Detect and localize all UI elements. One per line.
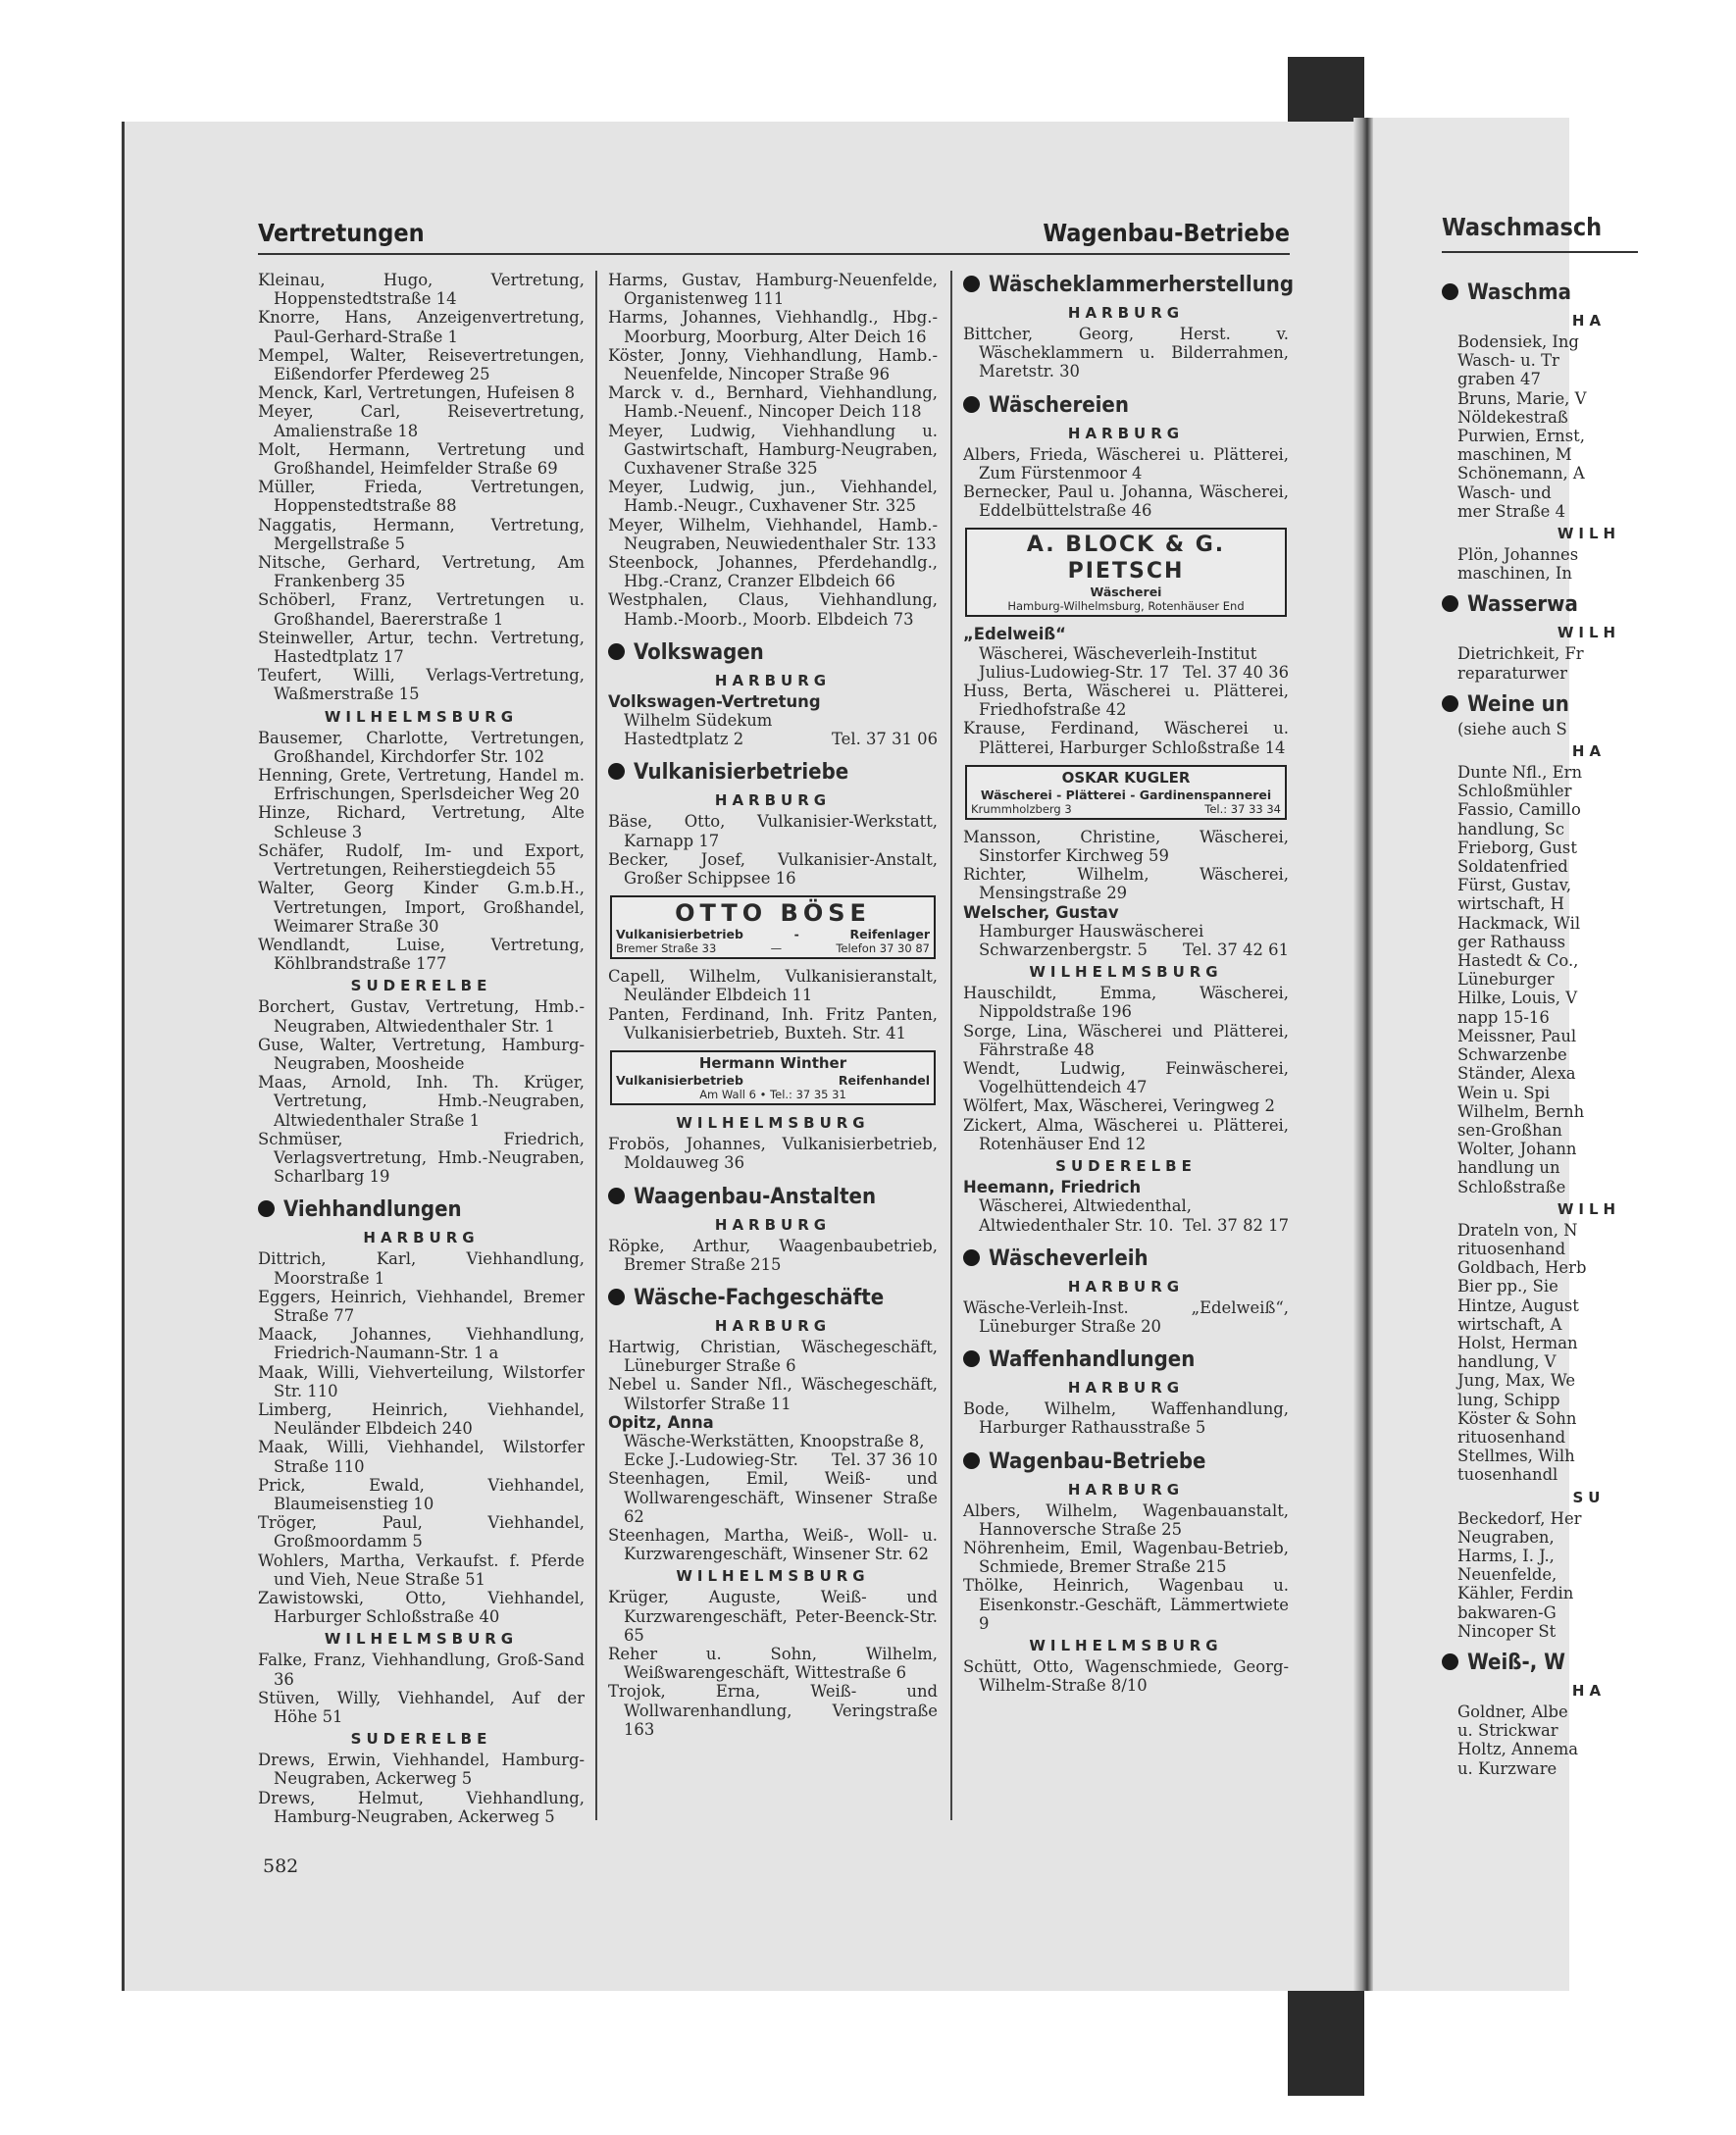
- ad-business-line: [616, 927, 930, 941]
- advertisement-box: [965, 765, 1287, 820]
- entry-line: Meissner, Paul: [1457, 1026, 1577, 1045]
- directory-entry: Köster, Jonny, Viehhandlung, Hamb.-Neuenfelde, Nincoper Straße 96: [608, 345, 938, 384]
- page-header: [258, 206, 1290, 255]
- bullet-dot-icon: [1442, 283, 1458, 300]
- advertisement-box: [610, 895, 936, 959]
- entry-line: Wilhelm, Bernh: [1457, 1101, 1585, 1121]
- entry-line: Hilke, Louis, V: [1457, 989, 1578, 1008]
- next-page-header: Waschmasch: [1442, 213, 1603, 241]
- directory-entry: Mansson, Christine, Wäscherei, Sinstorfer Kirchweg 59: [963, 827, 1289, 866]
- category-title: Waagenbau-Anstalten: [634, 1184, 877, 1209]
- bullet-dot-icon: [963, 1249, 980, 1266]
- district-heading: HA: [1571, 312, 1607, 330]
- category-title: Weiß-, W: [1467, 1650, 1565, 1675]
- directory-entry: Schmüser, Friedrich, Verlagsvertretung, Hmb.-Neugraben, Scharlbarg 19: [258, 1129, 585, 1187]
- ad-company-name: OSKAR KUGLER: [1061, 768, 1191, 787]
- entry-line: Nöldekestraß: [1457, 407, 1568, 427]
- ad-line-part: Wäscherei - Plätterei - Gardinenspannerei: [980, 787, 1272, 802]
- district-heading: HARBURG: [363, 1229, 480, 1247]
- ad-foot-part: Hamburg-Wilhelmsburg, Rotenhäuser End: [1007, 599, 1245, 614]
- directory-entry: Walter, Georg Kinder G.m.b.H., Vertretungen, Import, Großhandel, Weimarer Straße 30: [258, 879, 585, 936]
- page-number: 582: [263, 1855, 299, 1877]
- ad-address-line: [971, 599, 1281, 613]
- district-heading: HARBURG: [714, 1316, 832, 1335]
- entry-line: Holtz, Annema: [1457, 1740, 1579, 1759]
- ad-foot-part: Krummholzberg 3: [971, 801, 1072, 816]
- directory-entry: Harms, Johannes, Viehhandlg., Hbg.-Moorburg, Moorburg, Alter Deich 16: [608, 308, 938, 346]
- category-heading: [608, 638, 938, 668]
- directory-entry: Richter, Wilhelm, Wäscherei, Mensingstraße 29: [963, 865, 1289, 903]
- directory-entry: Capell, Wilhelm, Vulkanisieranstalt, Neuländer Elbdeich 11: [608, 967, 938, 1005]
- directory-entry: Schöberl, Franz, Vertretungen u. Großhandel, Baererstraße 1: [258, 590, 585, 629]
- directory-entry: Teufert, Willi, Verlags-Vertretung, Waßmerstraße 15: [258, 666, 585, 704]
- bullet-dot-icon: [608, 1188, 625, 1204]
- entry-line: Goldner, Albe: [1457, 1702, 1568, 1721]
- directory-entry: Steenhagen, Martha, Weiß-, Woll- u. Kurzwarengeschäft, Winsener Str. 62: [608, 1525, 938, 1564]
- ad-address-line: [616, 1088, 930, 1101]
- district-heading: HARBURG: [714, 671, 832, 689]
- next-page: [1373, 118, 1621, 1991]
- ad-foot-part: Tel.: 37 33 34: [1204, 801, 1281, 816]
- directory-entry: Molt, Hermann, Vertretung und Großhandel, Heimfelder Straße 69: [258, 439, 585, 479]
- directory-entry: Stüven, Willy, Viehhandel, Auf der Höhe 51: [258, 1688, 585, 1727]
- entry-line: ger Rathauss: [1457, 932, 1566, 951]
- ad-business-line: [971, 585, 1281, 599]
- directory-entry: Bäse, Otto, Vulkanisier-Werkstatt, Karnapp 17: [608, 812, 938, 850]
- category-title: Waschma: [1467, 280, 1571, 305]
- category-heading: [963, 391, 1289, 421]
- directory-entry: Sorge, Lina, Wäscherei und Plätterei, Fährstraße 48: [963, 1021, 1289, 1059]
- bullet-dot-icon: [608, 1289, 625, 1305]
- ad-company-name: A. BLOCK & G. PIETSCH: [1026, 533, 1226, 585]
- entry-line: Fassio, Camillo: [1457, 800, 1581, 820]
- column-2: [608, 271, 938, 1739]
- ad-business-line: [971, 788, 1281, 802]
- ad-company-name: OTTO BÖSE: [675, 899, 871, 928]
- column-3: [963, 271, 1295, 1696]
- entry-line: graben 47: [1457, 370, 1541, 389]
- entry-phone: Tel. 37 40 36: [1182, 662, 1289, 682]
- entry-line: Hackmack, Wil: [1457, 913, 1581, 933]
- directory-entry: Bausemer, Charlotte, Vertretungen, Großhandel, Kirchdorfer Str. 102: [258, 728, 585, 766]
- entry-line: Purwien, Ernst,: [1457, 427, 1585, 446]
- entry-line: tuosenhandl: [1457, 1465, 1558, 1485]
- bullet-dot-icon: [963, 1350, 980, 1367]
- district-heading: WILH: [1557, 1199, 1621, 1218]
- featured-entry-name: „Edelweiß“: [963, 625, 1066, 644]
- category-heading: [608, 758, 938, 788]
- entry-line: handlung un: [1457, 1158, 1560, 1178]
- entry-line: Wäscherei, Altwiedenthal,: [979, 1196, 1192, 1216]
- category-title: Viehhandlungen: [283, 1197, 462, 1223]
- directory-entry: Drews, Erwin, Viehhandel, Hamburg-Neugraben, Ackerweg 5: [258, 1751, 585, 1789]
- entry-line: Wäsche-Werkstätten, Knoopstraße 8,: [624, 1431, 925, 1450]
- entry-line: Dietrichkeit, Fr: [1457, 644, 1584, 664]
- entry-line: Köster & Sohn: [1457, 1408, 1577, 1428]
- entry-line: Wasch- u. Tr: [1457, 351, 1559, 371]
- bullet-dot-icon: [608, 643, 625, 660]
- district-heading: HARBURG: [1067, 1277, 1185, 1296]
- directory-entry: Dittrich, Karl, Viehhandlung, Moorstraße 1: [258, 1249, 585, 1288]
- district-heading: HA: [1571, 742, 1607, 761]
- directory-entry: Wohlers, Martha, Verkaufst. f. Pferde und Vieh, Neue Straße 51: [258, 1550, 585, 1589]
- entry-line: bakwaren-G: [1457, 1602, 1557, 1622]
- entry-line: Drateln von, N: [1457, 1220, 1578, 1240]
- directory-entry: Thölke, Heinrich, Wagenbau u. Eisenkonstr.-Geschäft, Lämmertwiete 9: [963, 1576, 1289, 1633]
- ad-foot-part: —: [770, 941, 783, 956]
- entry-line: Harms, I. J.,: [1457, 1546, 1555, 1565]
- directory-entry: Nebel u. Sander Nfl., Wäschegeschäft, Wilstorfer Straße 11: [608, 1375, 938, 1413]
- district-heading: HARBURG: [1067, 1379, 1185, 1398]
- entry-line: Dunte Nfl., Ern: [1457, 763, 1583, 783]
- header-right-title: Wagenbau-Betriebe: [1043, 219, 1290, 247]
- ad-business-line: [616, 1073, 930, 1088]
- directory-entry: Huss, Berta, Wäscherei u. Plätterei, Friedhofstraße 42: [963, 682, 1289, 720]
- directory-entry: Henning, Grete, Vertretung, Handel m. Erfrischungen, Sperlsdeicher Weg 20: [258, 766, 585, 804]
- directory-entry: Wendlandt, Luise, Vertretung, Köhlbrandstraße 177: [258, 935, 585, 974]
- entry-line: mer Straße 4: [1457, 501, 1565, 521]
- ad-foot-part: Am Wall 6 • Tel.: 37 35 31: [699, 1088, 846, 1102]
- district-heading: SUDERELBE: [350, 1730, 492, 1749]
- entry-line: Nincoper St: [1457, 1621, 1557, 1641]
- directory-entry: Westphalen, Claus, Viehhandlung, Hamb.-Moorb., Moorb. Elbdeich 73: [608, 590, 938, 629]
- directory-entry: Falke, Franz, Viehhandlung, Groß-Sand 36: [258, 1651, 585, 1689]
- entry-address: Altwiedenthaler Str. 10.: [979, 1215, 1174, 1235]
- district-heading: WILHELMSBURG: [1029, 963, 1223, 982]
- entry-line: (siehe auch S: [1457, 719, 1567, 738]
- entry-line: handlung, V: [1457, 1352, 1557, 1372]
- directory-entry: Maack, Johannes, Viehhandlung, Friedrich-Naumann-Str. 1 a: [258, 1325, 585, 1363]
- entry-line: Lüneburger: [1457, 970, 1555, 990]
- directory-entry: Nöhrenheim, Emil, Wagenbau-Betrieb, Schmiede, Bremer Straße 215: [963, 1538, 1289, 1577]
- entry-line: Schwarzenbe: [1457, 1045, 1567, 1065]
- entry-line: Hamburger Hauswäscherei: [979, 921, 1204, 940]
- entry-line: Wolter, Johann: [1457, 1140, 1577, 1159]
- directory-entry: Wendt, Ludwig, Feinwäscherei, Vogelhüttendeich 47: [963, 1059, 1289, 1097]
- entry-line: Fürst, Gustav,: [1457, 876, 1572, 895]
- entry-phone: Tel. 37 82 17: [1182, 1215, 1289, 1235]
- entry-line: Stellmes, Wilh: [1457, 1447, 1575, 1466]
- directory-entry: Trojok, Erna, Weiß- und Wollwarenhandlung, Veringstraße 163: [608, 1682, 938, 1739]
- directory-entry: Kleinau, Hugo, Vertretung, Hoppenstedtstraße 14: [258, 271, 585, 309]
- directory-entry: Frobös, Johannes, Vulkanisierbetrieb, Moldauweg 36: [608, 1135, 938, 1173]
- district-heading: SU: [1572, 1488, 1606, 1506]
- district-heading: WILH: [1557, 525, 1621, 543]
- category-heading: [608, 1284, 938, 1313]
- entry-address: Schwarzenbergstr. 5: [979, 940, 1148, 960]
- entry-line: Schloßstraße: [1457, 1177, 1566, 1196]
- category-heading: [1442, 690, 1736, 720]
- entry-line: Bier pp., Sie: [1457, 1277, 1558, 1296]
- directory-entry: Eggers, Heinrich, Viehhandel, Bremer Straße 77: [258, 1287, 585, 1325]
- directory-entry: Mempel, Walter, Reisevertretungen, Eißendorfer Pferdeweg 25: [258, 345, 585, 384]
- entry-line: Wilhelm Südekum: [624, 711, 773, 731]
- category-heading: [1442, 1649, 1736, 1678]
- directory-entry: Schäfer, Rudolf, Im- und Export, Vertretungen, Reiherstiegdeich 55: [258, 840, 585, 880]
- directory-entry: Hauschildt, Emma, Wäscherei, Nippoldstraße 196: [963, 984, 1289, 1022]
- category-heading: [258, 1195, 585, 1225]
- entry-line: Beckedorf, Her: [1457, 1508, 1582, 1528]
- directory-entry: Knorre, Hans, Anzeigenvertretung, Paul-Gerhard-Straße 1: [258, 308, 585, 346]
- ad-foot-part: Bremer Straße 33: [616, 941, 717, 956]
- entry-line: u. Strickwar: [1457, 1721, 1558, 1741]
- entry-address-line: [963, 940, 1289, 959]
- directory-entry: Maak, Willi, Viehverteilung, Wilstorfer Str. 110: [258, 1362, 585, 1400]
- category-title: Wasserwa: [1467, 592, 1578, 618]
- district-heading: WILHELMSBURG: [1029, 1636, 1223, 1654]
- entry-address-line: [608, 730, 938, 748]
- category-heading: [963, 271, 1295, 300]
- directory-entry: Bode, Wilhelm, Waffenhandlung, Harburger Rathausstraße 5: [963, 1399, 1289, 1438]
- directory-entry: Maas, Arnold, Inh. Th. Krüger, Vertretung, Hmb.-Neugraben, Altwiedenthaler Straße 1: [258, 1073, 585, 1130]
- page-gutter: [1353, 118, 1373, 1991]
- entry-line: Wäscherei, Wäscheverleih-Institut: [979, 643, 1257, 663]
- district-heading: WILHELMSBURG: [676, 1114, 870, 1133]
- entry-line: u. Kurzware: [1457, 1758, 1557, 1778]
- entry-line: wirtschaft, H: [1457, 894, 1564, 914]
- ad-line-part: Reifenlager: [849, 927, 930, 942]
- category-heading: [608, 1183, 938, 1212]
- ad-address-line: [971, 802, 1281, 816]
- bullet-dot-icon: [1442, 1653, 1458, 1670]
- ad-line-part: Vulkanisierbetrieb: [616, 927, 743, 942]
- entry-address-line: [963, 663, 1289, 682]
- category-title: Weine un: [1467, 691, 1569, 717]
- district-heading: HARBURG: [714, 1215, 832, 1234]
- entry-address-line: [963, 1216, 1289, 1235]
- ad-line-part: Vulkanisierbetrieb: [616, 1073, 743, 1089]
- featured-entry-name: Opitz, Anna: [608, 1412, 714, 1432]
- directory-entry: Becker, Josef, Vulkanisier-Anstalt, Großer Schippsee 16: [608, 849, 938, 889]
- directory-entry: Hinze, Richard, Vertretung, Alte Schleuse 3: [258, 803, 585, 841]
- directory-entry: Naggatis, Hermann, Vertretung, Mergellstraße 5: [258, 515, 585, 553]
- bullet-dot-icon: [1442, 595, 1458, 612]
- entry-line: Hastedt & Co.,: [1457, 951, 1579, 971]
- ad-line-part: Wäscherei: [1090, 585, 1162, 600]
- directory-entry: Limberg, Heinrich, Viehhandel, Neuländer Elbdeich 240: [258, 1399, 585, 1439]
- district-heading: HARBURG: [1067, 304, 1185, 322]
- entry-line: Kähler, Ferdin: [1457, 1584, 1574, 1603]
- entry-address: Julius-Ludowieg-Str. 17: [979, 662, 1170, 682]
- district-heading: SUDERELBE: [350, 977, 492, 995]
- directory-entry: Röpke, Arthur, Waagenbaubetrieb, Bremer Straße 215: [608, 1236, 938, 1274]
- column-rule: [595, 271, 597, 1820]
- directory-entry: Marck v. d., Bernhard, Viehhandlung, Hamb.-Neuenf., Nincoper Deich 118: [608, 383, 938, 422]
- entry-phone: Tel. 37 36 10: [831, 1450, 938, 1470]
- column-1: [258, 271, 585, 1826]
- entry-phone: Tel. 37 42 61: [1182, 940, 1289, 960]
- category-heading: [963, 1245, 1289, 1274]
- category-title: Waffenhandlungen: [989, 1347, 1196, 1373]
- entry-line: Neugraben,: [1457, 1527, 1555, 1547]
- directory-entry: Wäsche-Verleih-Inst. „Edelweiß“, Lüneburger Straße 20: [963, 1297, 1289, 1336]
- entry-line: maschinen, In: [1457, 564, 1572, 584]
- directory-entry: Albers, Frieda, Wäscherei u. Plätterei, Zum Fürstenmoor 4: [963, 444, 1289, 483]
- advertisement-box: [610, 1050, 936, 1105]
- entry-line: handlung, Sc: [1457, 819, 1565, 839]
- category-heading: [1442, 590, 1736, 620]
- directory-entry: Guse, Walter, Vertretung, Hamburg-Neugraben, Moosheide: [258, 1035, 585, 1073]
- directory-entry: Steinweller, Artur, techn. Vertretung, Hastedtplatz 17: [258, 628, 585, 667]
- entry-line: Plön, Johannes: [1457, 545, 1579, 565]
- entry-line: Bruns, Marie, V: [1457, 388, 1587, 408]
- directory-entry: Maak, Willi, Viehhandel, Wilstorfer Straße 110: [258, 1438, 585, 1476]
- entry-line: napp 15-16: [1457, 1007, 1550, 1027]
- header-left-title: Vertretungen: [258, 219, 425, 247]
- entry-line: Goldbach, Herb: [1457, 1258, 1587, 1278]
- directory-entry: Wölfert, Max, Wäscherei, Veringweg 2: [963, 1096, 1275, 1116]
- directory-entry: Borchert, Gustav, Vertretung, Hmb.-Neugraben, Altwiedenthaler Str. 1: [258, 997, 585, 1036]
- directory-entry: Meyer, Ludwig, Viehhandlung u. Gastwirtschaft, Hamburg-Neugraben, Cuxhavener Straße 325: [608, 421, 938, 479]
- entry-line: Frieborg, Gust: [1457, 838, 1577, 857]
- entry-line: Schönemann, A: [1457, 464, 1585, 483]
- entry-line: Hintze, August: [1457, 1296, 1579, 1315]
- entry-line: reparaturwer: [1457, 663, 1567, 683]
- bullet-dot-icon: [963, 1452, 980, 1469]
- directory-entry: Menck, Karl, Vertretungen, Hufeisen 8: [258, 383, 576, 403]
- directory-entry: Müller, Frieda, Vertretungen, Hoppenstedtstraße 88: [258, 478, 585, 516]
- directory-entry: Harms, Gustav, Hamburg-Neuenfelde, Organistenweg 111: [608, 271, 938, 309]
- ad-line-part: -: [793, 927, 799, 942]
- directory-entry: Meyer, Ludwig, jun., Viehhandel, Hamb.-Neugr., Cuxhavener Str. 325: [608, 478, 938, 516]
- ad-company-name: Hermann Winther: [698, 1054, 847, 1073]
- featured-entry-name: Volkswagen-Vertretung: [608, 691, 821, 711]
- entry-line: Holst, Herman: [1457, 1333, 1578, 1352]
- district-heading: HARBURG: [714, 791, 832, 810]
- entry-address-line: [608, 1450, 938, 1469]
- entry-line: Schloßmühler: [1457, 782, 1572, 801]
- entry-line: Neuenfelde,: [1457, 1565, 1557, 1585]
- directory-entry: Krause, Ferdinand, Wäscherei u. Plätterei, Harburger Schloßstraße 14: [963, 719, 1289, 757]
- directory-entry: Tröger, Paul, Viehhandel, Großmoordamm 5: [258, 1513, 585, 1551]
- column-rule: [950, 271, 952, 1820]
- next-page-header-rule: [1442, 251, 1638, 253]
- district-heading: HARBURG: [1067, 424, 1185, 442]
- entry-line: Wasch- und: [1457, 483, 1552, 502]
- directory-entry: Reher u. Sohn, Wilhelm, Weißwarengeschäft, Wittestraße 6: [608, 1644, 938, 1683]
- directory-entry: Zawistowski, Otto, Viehhandel, Harburger Schloßstraße 40: [258, 1589, 585, 1627]
- category-title: Volkswagen: [634, 639, 764, 665]
- directory-entry: Prick, Ewald, Viehhandel, Blaumeisenstieg 10: [258, 1475, 585, 1513]
- entry-address: Ecke J.-Ludowieg-Str.: [624, 1450, 798, 1470]
- directory-entry: Meyer, Carl, Reisevertretung, Amalienstraße 18: [258, 402, 585, 440]
- bullet-dot-icon: [963, 396, 980, 413]
- bullet-dot-icon: [608, 763, 625, 780]
- category-title: Wäscheklammerherstellung: [989, 273, 1295, 297]
- category-heading: [963, 1346, 1289, 1375]
- bullet-dot-icon: [258, 1200, 275, 1217]
- entry-line: Ständer, Alexa: [1457, 1064, 1576, 1084]
- directory-entry: Krüger, Auguste, Weiß- und Kurzwarengeschäft, Peter-Beenck-Str. 65: [608, 1588, 938, 1645]
- directory-entry: Drews, Helmut, Viehhandlung, Hamburg-Neugraben, Ackerweg 5: [258, 1788, 585, 1826]
- ad-foot-part: Telefon 37 30 87: [836, 941, 930, 956]
- entry-line: maschinen, M: [1457, 445, 1572, 465]
- district-heading: WILHELMSBURG: [324, 1630, 519, 1649]
- directory-entry: Meyer, Wilhelm, Viehhandel, Hamb.-Neugraben, Neuwiedenthaler Str. 133: [608, 515, 938, 553]
- district-heading: WILHELMSBURG: [324, 707, 519, 726]
- district-heading: WILHELMSBURG: [676, 1567, 870, 1586]
- next-page-column: [1442, 271, 1736, 1778]
- entry-phone: Tel. 37 31 06: [831, 730, 938, 749]
- entry-line: Bodensiek, Ing: [1457, 332, 1579, 351]
- category-title: Wäsche-Fachgeschäfte: [634, 1285, 885, 1310]
- entry-line: Jung, Max, We: [1457, 1371, 1576, 1391]
- entry-line: sen-Großhan: [1457, 1120, 1562, 1140]
- directory-entry: Steenbock, Johannes, Pferdehandlg., Hbg.-Cranz, Cranzer Elbdeich 66: [608, 553, 938, 591]
- directory-entry: Bittcher, Georg, Herst. v. Wäscheklammern u. Bilderrahmen, Maretstr. 30: [963, 325, 1289, 381]
- district-heading: SUDERELBE: [1055, 1157, 1197, 1176]
- directory-entry: Hartwig, Christian, Wäschegeschäft, Lüneburger Straße 6: [608, 1337, 938, 1376]
- district-heading: HA: [1571, 1681, 1607, 1700]
- directory-entry: Steenhagen, Emil, Weiß- und Wollwarengeschäft, Winsener Straße 62: [608, 1469, 938, 1526]
- category-title: Wäscheverleih: [989, 1245, 1149, 1271]
- entry-line: rituosenhand: [1457, 1427, 1566, 1447]
- category-heading: [963, 1448, 1289, 1477]
- featured-entry-name: Welscher, Gustav: [963, 902, 1119, 922]
- directory-entry: Bernecker, Paul u. Johanna, Wäscherei, Eddelbüttelstraße 46: [963, 483, 1289, 521]
- category-title: Wagenbau-Betriebe: [989, 1449, 1206, 1474]
- district-heading: WILH: [1557, 624, 1621, 642]
- bullet-dot-icon: [963, 276, 980, 292]
- entry-line: Wein u. Spi: [1457, 1083, 1551, 1102]
- advertisement-box: [965, 528, 1287, 617]
- directory-entry: Nitsche, Gerhard, Vertretung, Am Frankenberg 35: [258, 553, 585, 591]
- entry-line: lung, Schipp: [1457, 1390, 1560, 1409]
- category-title: Wäschereien: [989, 392, 1129, 418]
- featured-entry-name: Heemann, Friedrich: [963, 1178, 1142, 1197]
- district-heading: HARBURG: [1067, 1480, 1185, 1499]
- directory-entry: Albers, Wilhelm, Wagenbauanstalt, Hannoversche Straße 25: [963, 1500, 1289, 1539]
- bullet-dot-icon: [1442, 695, 1458, 712]
- directory-entry: Panten, Ferdinand, Inh. Fritz Panten, Vulkanisierbetrieb, Buxteh. Str. 41: [608, 1004, 938, 1042]
- category-heading: [1442, 279, 1736, 308]
- entry-line: rituosenhand: [1457, 1239, 1566, 1258]
- category-title: Vulkanisierbetriebe: [634, 760, 849, 786]
- ad-line-part: Reifenhandel: [838, 1073, 930, 1089]
- entry-address: Hastedtplatz 2: [624, 730, 744, 749]
- entry-line: wirtschaft, A: [1457, 1314, 1562, 1334]
- directory-entry: Zickert, Alma, Wäscherei u. Plätterei, Rotenhäuser End 12: [963, 1115, 1289, 1153]
- ad-address-line: [616, 941, 930, 955]
- entry-line: Soldatenfried: [1457, 857, 1568, 877]
- directory-entry: Schütt, Otto, Wagenschmiede, Georg-Wilhelm-Straße 8/10: [963, 1656, 1289, 1696]
